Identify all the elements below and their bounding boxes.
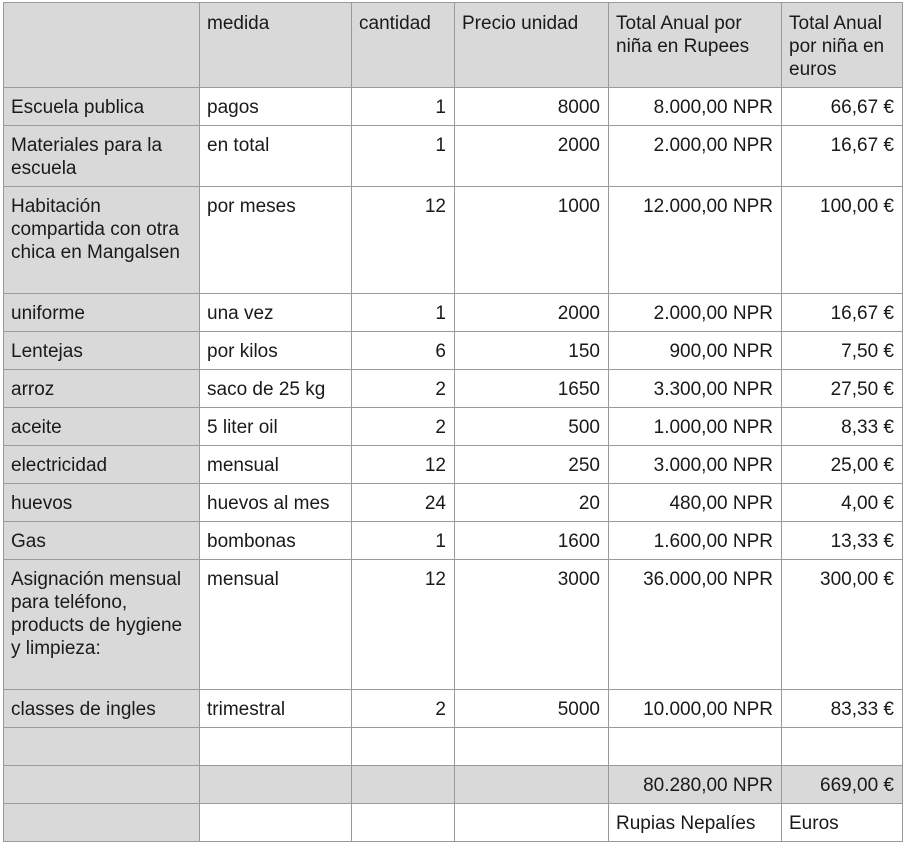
total-eur-cell[interactable]: 100,00 € xyxy=(782,187,903,294)
cantidad-cell[interactable]: 1 xyxy=(352,522,455,560)
item-cell[interactable]: arroz xyxy=(4,370,200,408)
total-eur-cell[interactable]: 16,67 € xyxy=(782,126,903,187)
item-cell[interactable]: Gas xyxy=(4,522,200,560)
precio-cell[interactable]: 8000 xyxy=(455,88,609,126)
label-empty-cell[interactable] xyxy=(455,804,609,842)
table-row xyxy=(4,294,903,332)
cantidad-cell[interactable] xyxy=(352,728,455,766)
header-cell-precio-unidad[interactable]: Precio unidad xyxy=(455,3,609,88)
item-cell[interactable]: aceite xyxy=(4,408,200,446)
total-eur-cell[interactable]: 66,67 € xyxy=(782,88,903,126)
totals-empty-cell[interactable] xyxy=(352,766,455,804)
precio-cell[interactable]: 1000 xyxy=(455,187,609,294)
budget-sheet xyxy=(3,2,902,842)
medida-cell[interactable]: pagos xyxy=(200,88,352,126)
total-npr-cell[interactable]: 2.000,00 NPR xyxy=(609,126,782,187)
table-row xyxy=(4,446,903,484)
total-npr-cell[interactable]: 3.000,00 NPR xyxy=(609,446,782,484)
total-eur-cell[interactable]: 25,00 € xyxy=(782,446,903,484)
total-eur-cell[interactable] xyxy=(782,728,903,766)
header-cell-total-npr[interactable]: Total Anual por niña en Rupees xyxy=(609,3,782,88)
table-row xyxy=(4,408,903,446)
item-cell[interactable]: Materiales para la escuela xyxy=(4,126,200,187)
precio-cell[interactable]: 1650 xyxy=(455,370,609,408)
header-cell-total-eur[interactable]: Total Anual por niña en euros xyxy=(782,3,903,88)
totals-empty-cell[interactable] xyxy=(4,766,200,804)
table-row xyxy=(4,332,903,370)
item-cell[interactable]: uniforme xyxy=(4,294,200,332)
cantidad-cell[interactable]: 12 xyxy=(352,560,455,690)
total-npr-cell[interactable]: 12.000,00 NPR xyxy=(609,187,782,294)
totals-empty-cell[interactable] xyxy=(200,766,352,804)
medida-cell[interactable]: por meses xyxy=(200,187,352,294)
precio-cell[interactable]: 150 xyxy=(455,332,609,370)
table-row xyxy=(4,728,903,766)
medida-cell[interactable]: 5 liter oil xyxy=(200,408,352,446)
total-eur-value[interactable]: 669,00 € xyxy=(782,766,903,804)
total-eur-cell[interactable]: 8,33 € xyxy=(782,408,903,446)
item-cell[interactable]: classes de ingles xyxy=(4,690,200,728)
item-cell[interactable] xyxy=(4,728,200,766)
precio-cell[interactable]: 500 xyxy=(455,408,609,446)
table-row xyxy=(4,126,903,187)
currency-label-eur[interactable]: Euros xyxy=(782,804,903,842)
table-row xyxy=(4,560,903,690)
table-row xyxy=(4,484,903,522)
totals-row xyxy=(4,766,903,804)
total-eur-cell[interactable]: 300,00 € xyxy=(782,560,903,690)
item-cell[interactable]: huevos xyxy=(4,484,200,522)
precio-cell[interactable]: 2000 xyxy=(455,126,609,187)
precio-cell[interactable]: 20 xyxy=(455,484,609,522)
total-eur-cell[interactable]: 4,00 € xyxy=(782,484,903,522)
label-empty-cell[interactable] xyxy=(200,804,352,842)
total-eur-cell[interactable]: 7,50 € xyxy=(782,332,903,370)
cantidad-cell[interactable]: 2 xyxy=(352,408,455,446)
total-npr-cell[interactable]: 1.000,00 NPR xyxy=(609,408,782,446)
item-cell[interactable]: Habitación compartida con otra chica en Mangalsen xyxy=(4,187,200,294)
total-npr-cell[interactable] xyxy=(609,728,782,766)
cantidad-cell[interactable]: 1 xyxy=(352,88,455,126)
total-npr-cell[interactable]: 8.000,00 NPR xyxy=(609,88,782,126)
currency-label-npr[interactable]: Rupias Nepalíes xyxy=(609,804,782,842)
table-row xyxy=(4,88,903,126)
item-cell[interactable]: electricidad xyxy=(4,446,200,484)
total-eur-cell[interactable]: 27,50 € xyxy=(782,370,903,408)
table-row xyxy=(4,370,903,408)
item-cell[interactable]: Escuela publica xyxy=(4,88,200,126)
total-npr-cell[interactable]: 480,00 NPR xyxy=(609,484,782,522)
totals-empty-cell[interactable] xyxy=(455,766,609,804)
total-npr-cell[interactable]: 10.000,00 NPR xyxy=(609,690,782,728)
table-row xyxy=(4,522,903,560)
medida-cell[interactable]: mensual xyxy=(200,560,352,690)
medida-cell[interactable]: en total xyxy=(200,126,352,187)
precio-cell[interactable] xyxy=(455,728,609,766)
medida-cell[interactable]: mensual xyxy=(200,446,352,484)
cantidad-cell[interactable]: 6 xyxy=(352,332,455,370)
medida-cell[interactable]: saco de 25 kg xyxy=(200,370,352,408)
cantidad-cell[interactable]: 1 xyxy=(352,126,455,187)
table-row xyxy=(4,187,903,294)
header-cell-cantidad[interactable]: cantidad xyxy=(352,3,455,88)
medida-cell[interactable]: trimestral xyxy=(200,690,352,728)
total-npr-cell[interactable]: 2.000,00 NPR xyxy=(609,294,782,332)
total-npr-cell[interactable]: 36.000,00 NPR xyxy=(609,560,782,690)
precio-cell[interactable]: 3000 xyxy=(455,560,609,690)
cantidad-cell[interactable]: 2 xyxy=(352,370,455,408)
item-cell[interactable]: Lentejas xyxy=(4,332,200,370)
cantidad-cell[interactable]: 1 xyxy=(352,294,455,332)
table-row xyxy=(4,690,903,728)
label-empty-cell[interactable] xyxy=(4,804,200,842)
precio-cell[interactable]: 2000 xyxy=(455,294,609,332)
medida-cell[interactable]: por kilos xyxy=(200,332,352,370)
label-empty-cell[interactable] xyxy=(352,804,455,842)
header-row xyxy=(4,3,903,88)
currency-label-row xyxy=(4,804,903,842)
total-eur-cell[interactable]: 16,67 € xyxy=(782,294,903,332)
medida-cell[interactable]: huevos al mes xyxy=(200,484,352,522)
total-npr-cell[interactable]: 900,00 NPR xyxy=(609,332,782,370)
header-cell-medida[interactable]: medida xyxy=(200,3,352,88)
total-eur-cell[interactable]: 13,33 € xyxy=(782,522,903,560)
item-cell[interactable]: Asignación mensual para teléfono, products de hygiene y limpieza: xyxy=(4,560,200,690)
medida-cell[interactable]: una vez xyxy=(200,294,352,332)
header-cell-item[interactable] xyxy=(4,3,200,88)
cantidad-cell[interactable]: 12 xyxy=(352,446,455,484)
total-eur-cell[interactable]: 83,33 € xyxy=(782,690,903,728)
total-npr-cell[interactable]: 3.300,00 NPR xyxy=(609,370,782,408)
medida-cell[interactable]: bombonas xyxy=(200,522,352,560)
medida-cell[interactable] xyxy=(200,728,352,766)
precio-cell[interactable]: 5000 xyxy=(455,690,609,728)
total-npr-value[interactable]: 80.280,00 NPR xyxy=(609,766,782,804)
total-npr-cell[interactable]: 1.600,00 NPR xyxy=(609,522,782,560)
cantidad-cell[interactable]: 24 xyxy=(352,484,455,522)
cantidad-cell[interactable]: 2 xyxy=(352,690,455,728)
budget-table xyxy=(3,2,903,842)
precio-cell[interactable]: 250 xyxy=(455,446,609,484)
cantidad-cell[interactable]: 12 xyxy=(352,187,455,294)
precio-cell[interactable]: 1600 xyxy=(455,522,609,560)
